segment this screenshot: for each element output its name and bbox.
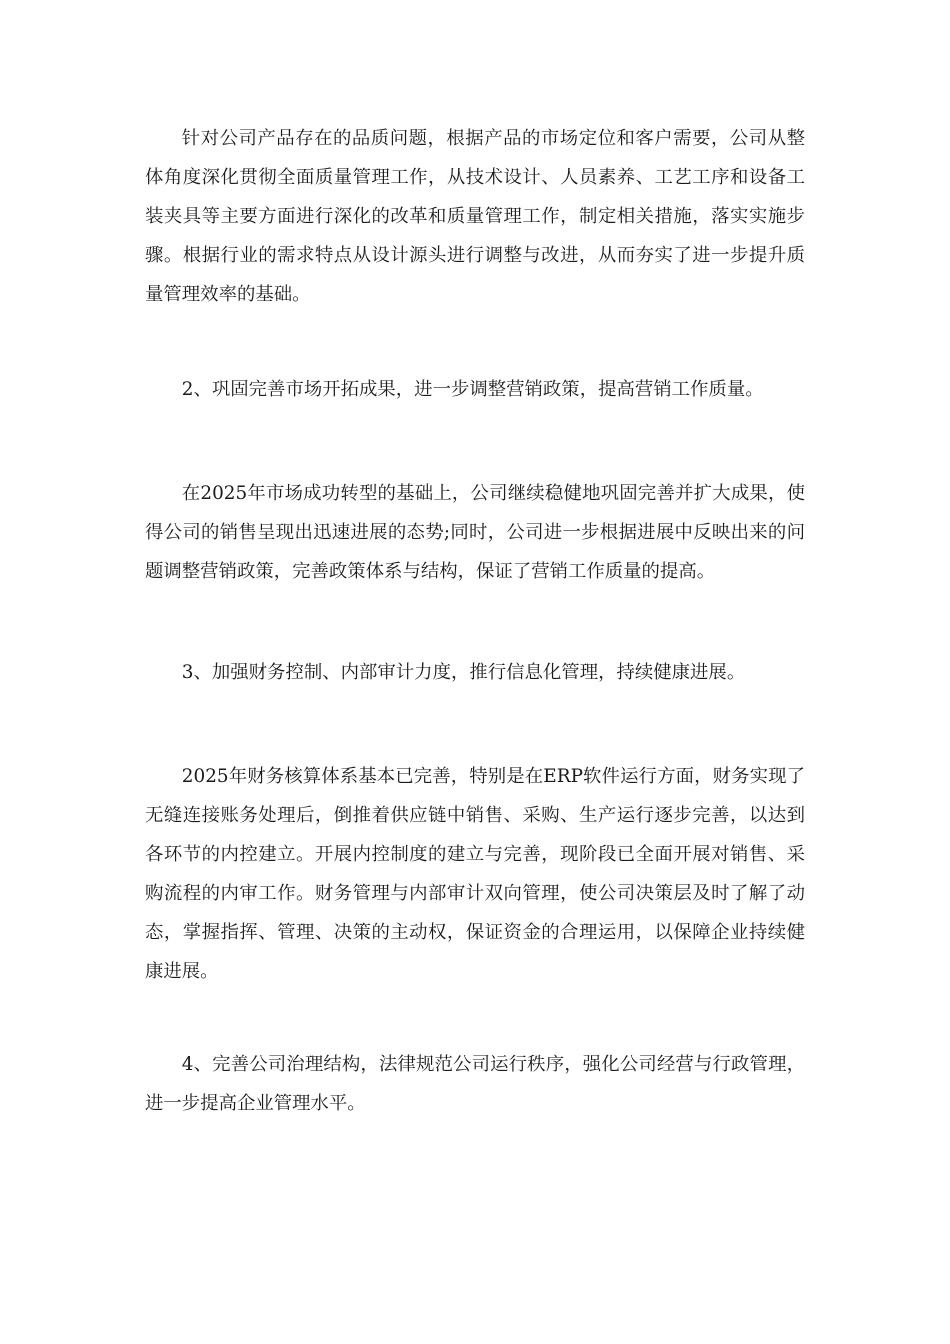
section-heading-3-finance: 3、加强财务控制、内部审计力度，推行信息化管理，持续健康进展。 [181,662,746,683]
body-paragraph-marketing: 在2025年市场成功转型的基础上，公司继续稳健地巩固完善并扩大成果，使得公司的销售呈现出迅速进展的态势;同时，公司进一步根据进展中反映出来的问题调整营销政策，完善政策体系与结构，保证了营销工作质量的提高。 [145,483,805,582]
body-paragraph-finance: 2025年财务核算体系基本已完善，特别是在ERP软件运行方面，财务实现了无缝连接账务处理后，倒推着供应链中销售、采购、生产运行逐步完善，以达到各环节的内控建立。开展内控制度的建立与完善，现阶段已全面开展对销售、采购流程的内审工作。财务管理与内部审计双向管理，使公司决策层及时了解了动态，掌握指挥、管理、决策的主动权，保证资金的合理运用，以保障企业持续健康进展。 [145,766,805,982]
body-paragraph-quality-management: 针对公司产品存在的品质问题，根据产品的市场定位和客户需要，公司从整体角度深化贯彻全面质量管理工作，从技术设计、人员素养、工艺工序和设备工装夹具等主要方面进行深化的改革和质量管理工作，制定相关措施，落实实施步骤。根据行业的需求特点从设计源头进行调整与改进，从而夯实了进一步提升质量管理效率的基础。 [145,128,805,305]
section-heading-4-governance: 4、完善公司治理结构，法律规范公司运行秩序，强化公司经营与行政管理，进一步提高企业管理水平。 [145,1054,805,1114]
section-heading-2-marketing: 2、巩固完善市场开拓成果，进一步调整营销政策，提高营销工作质量。 [181,379,764,400]
